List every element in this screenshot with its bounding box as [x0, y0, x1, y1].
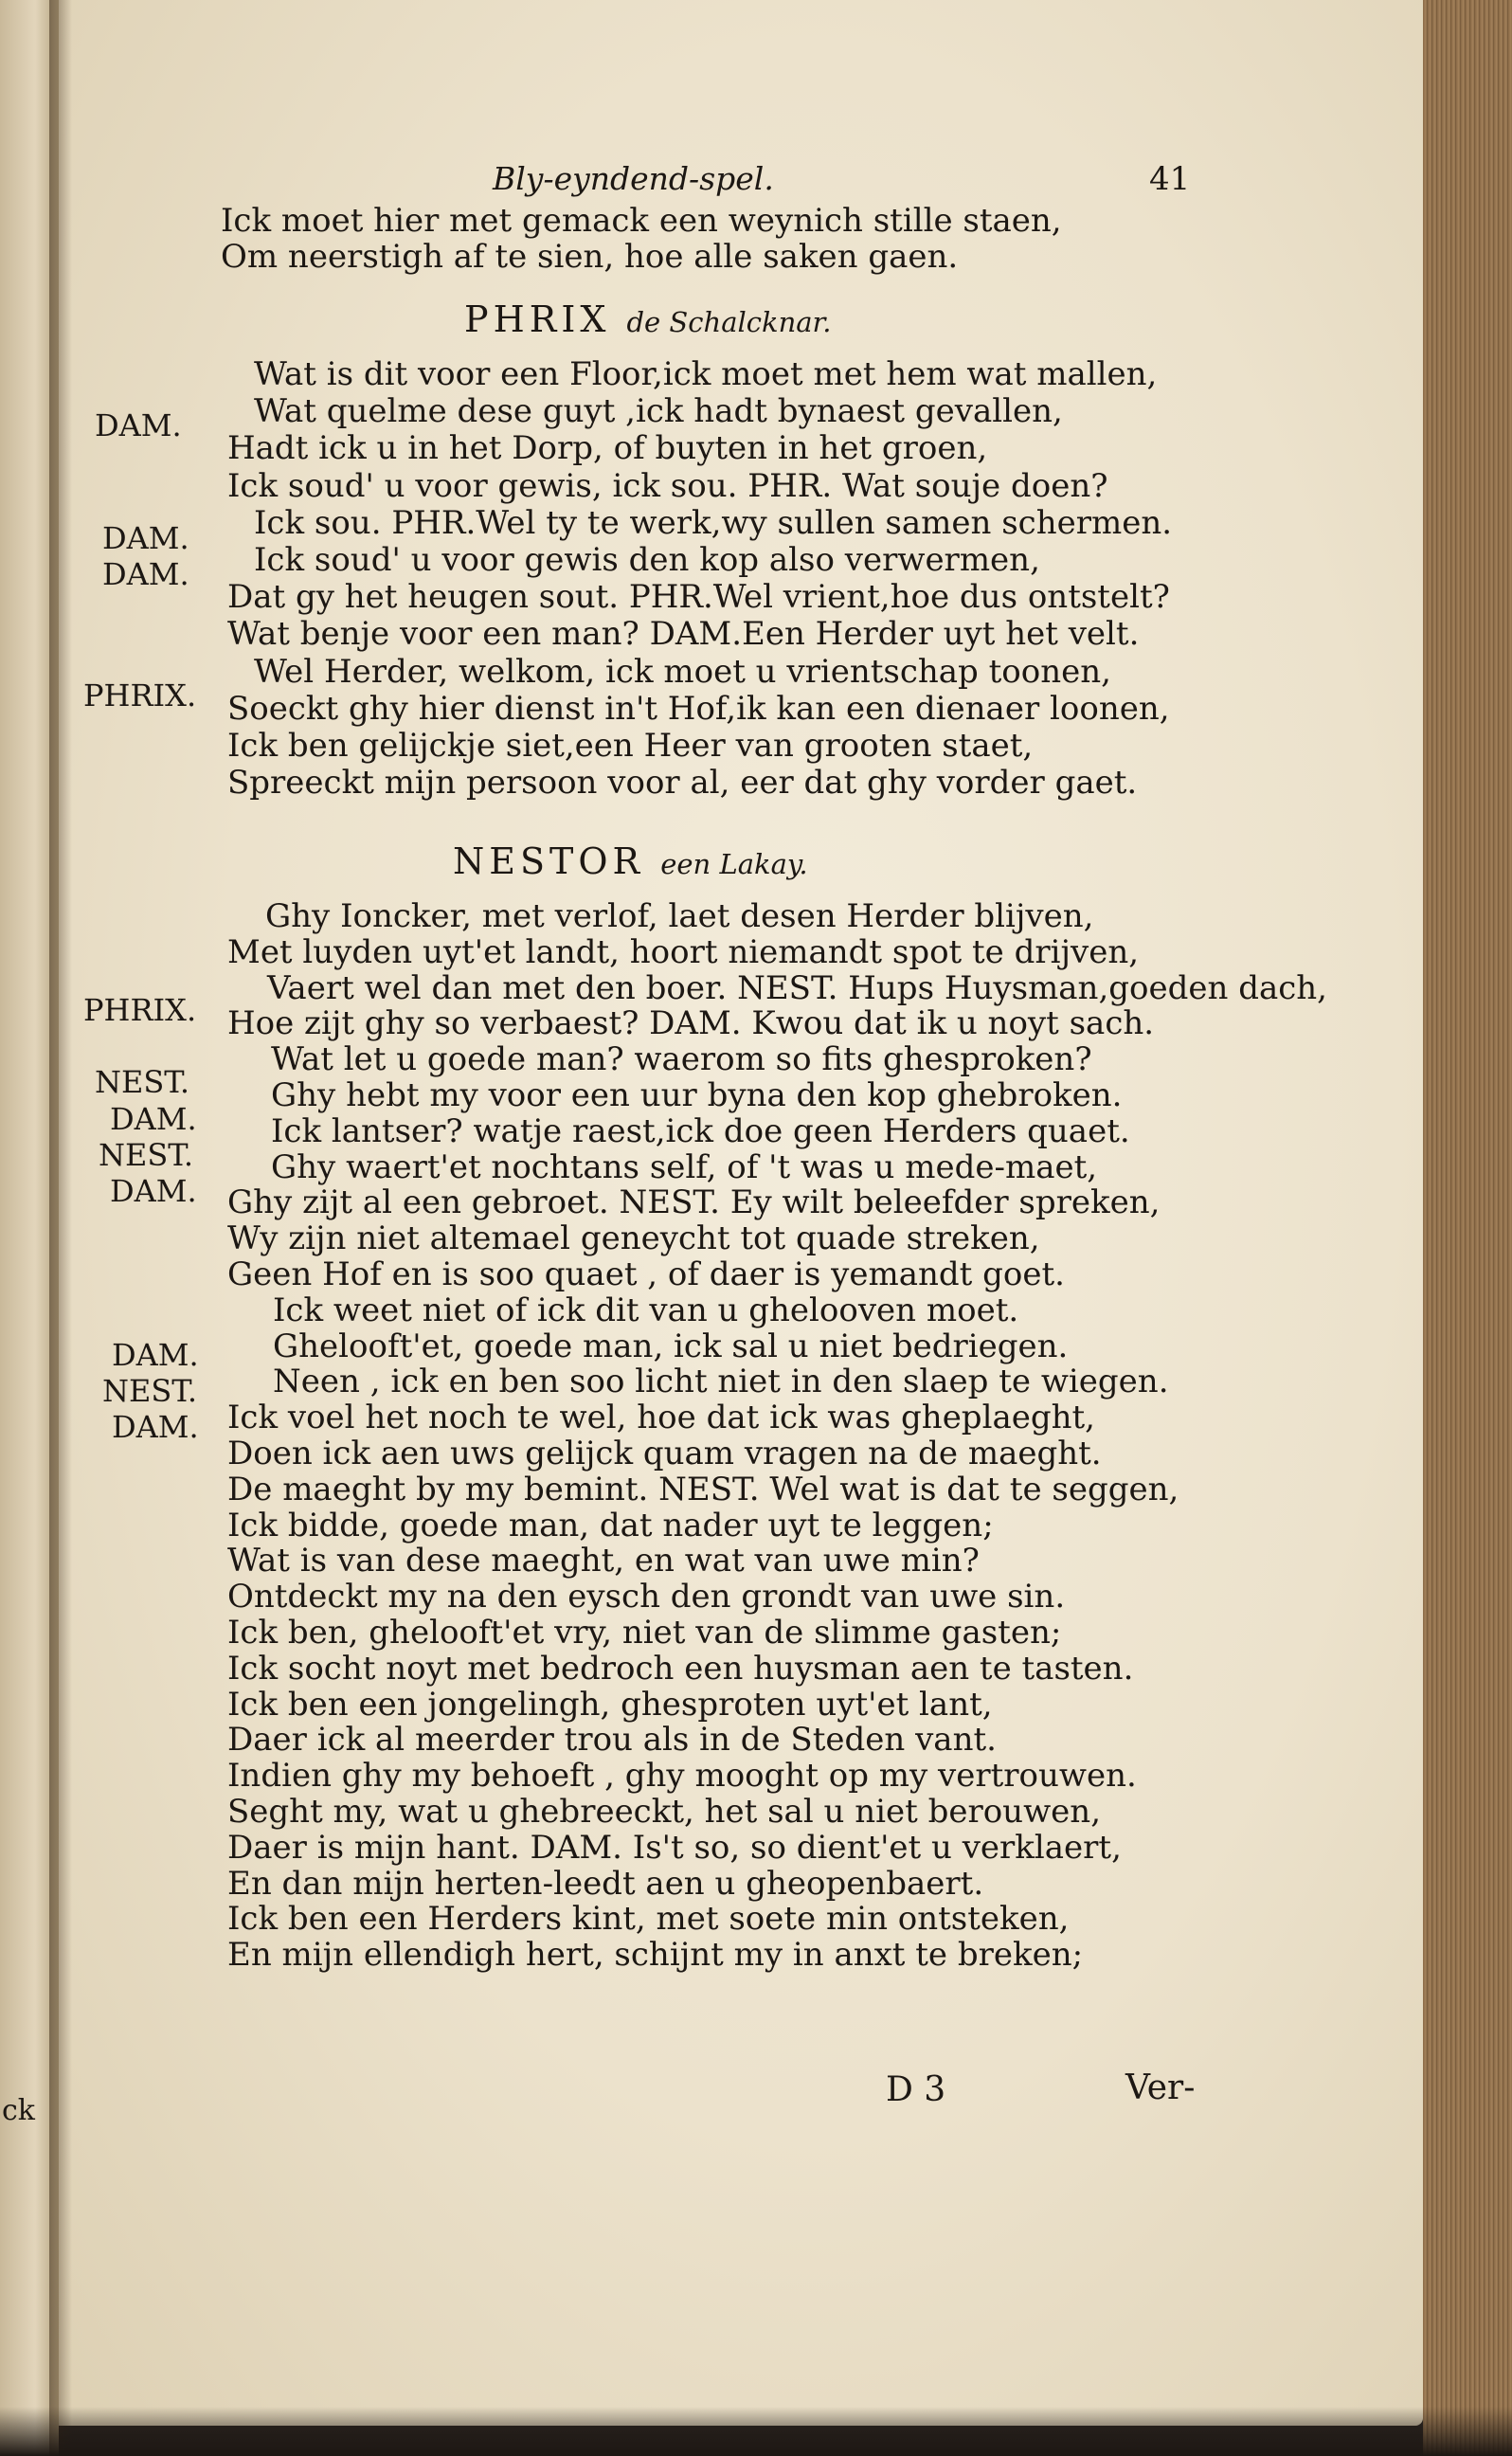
- speaker-label: DAM.: [110, 1173, 197, 1209]
- page-number: 41: [1149, 160, 1191, 198]
- verse-line: Om neerstigh af te sien, hoe alle saken gaen.: [221, 238, 959, 276]
- verse-line: Ghy waert'et nochtans self, of 't was u mede-maet,: [271, 1147, 1098, 1186]
- verse-line: Ghelooft'et, goede man, ick sal u niet bedriegen.: [273, 1327, 1069, 1365]
- speaker-label: NEST.: [102, 1373, 198, 1409]
- verse-line: Met luyden uyt'et landt, hoort niemandt spot te drijven,: [227, 932, 1140, 971]
- speaker-label: DAM.: [102, 520, 189, 556]
- verse-line: Ick bidde, goede man, dat nader uyt te leggen;: [227, 1506, 994, 1544]
- speaker-label: NEST.: [99, 1137, 194, 1173]
- verse-line: Dat gy het heugen sout. PHR.Wel vrient,hoe dus ontstelt?: [227, 578, 1170, 617]
- speaker-label: DAM.: [112, 1409, 199, 1445]
- speaker-label: PHRIX.: [83, 677, 197, 713]
- verse-line: Wat benje voor een man? DAM.Een Herder uyt het velt.: [227, 615, 1140, 654]
- verse-line: Ick ben, ghelooft'et vry, niet van de slimme gasten;: [227, 1614, 1062, 1652]
- heading-phrix: [464, 298, 832, 340]
- page-block-edge: [1423, 0, 1512, 2456]
- verse-line: Wat is dit voor een Floor,ick moet met hem wat mallen,: [254, 355, 1158, 393]
- verse-line: Wat let u goede man? waerom so fits ghesproken?: [271, 1040, 1092, 1079]
- verse-line: Ick ben een Herders kint, met soete min ontsteken,: [227, 1900, 1070, 1939]
- verse-line: Ghy zijt al een gebroet. NEST. Ey wilt beleefder spreken,: [227, 1183, 1161, 1222]
- heading-nestor: [453, 840, 808, 882]
- verse-line: Daer is mijn hant. DAM. Is't so, so dient'et u verklaert,: [227, 1828, 1122, 1867]
- verse-line: Ick voel het noch te wel, hoe dat ick was gheplaeght,: [227, 1399, 1095, 1437]
- verse-line: Ghy Ioncker, met verlof, laet desen Herder blijven,: [265, 897, 1094, 935]
- verse-line: Wat is van dese maeght, en wat van uwe min?: [227, 1542, 980, 1580]
- heading-nestor-name: NESTOR: [453, 840, 645, 882]
- catchword: Ver-: [1125, 2068, 1196, 2107]
- verse-line: Ick ben gelijckje siet,een Heer van grooten staet,: [227, 727, 1034, 765]
- verse-line: Ick ben een jongelingh, ghesproten uyt'et lant,: [227, 1685, 993, 1724]
- speaker-label: DAM.: [110, 1101, 197, 1137]
- verse-line: Wel Herder, welkom, ick moet u vrientschap toonen,: [254, 652, 1111, 691]
- verse-line: Ick weet niet of ick dit van u ghelooven moet.: [273, 1291, 1019, 1329]
- heading-phrix-role: de Schalcknar.: [626, 306, 832, 338]
- heading-phrix-name: PHRIX: [464, 298, 611, 340]
- verse-line: Daer ick al meerder trou als in de Steden vant.: [227, 1721, 997, 1760]
- verse-line: En dan mijn herten-leedt aen u gheopenbaert.: [227, 1864, 984, 1903]
- verse-line: Ick moet hier met gemack een weynich stille staen,: [221, 202, 1062, 240]
- verse-line: Hoe zijt ghy so verbaest? DAM. Kwou dat ik u noyt sach.: [227, 1004, 1155, 1043]
- verse-line: Doen ick aen uws gelijck quam vragen na de maeght.: [227, 1435, 1102, 1472]
- verse-line: Soeckt ghy hier dienst in't Hof,ik kan een dienaer loonen,: [227, 689, 1170, 728]
- verse-line: En mijn ellendigh hert, schijnt my in anxt te breken;: [227, 1936, 1084, 1975]
- speaker-label: PHRIX.: [83, 992, 197, 1028]
- verse-line: Ick sou. PHR.Wel ty te werk,wy sullen samen schermen.: [254, 503, 1173, 542]
- heading-nestor-role: een Lakay.: [660, 848, 808, 880]
- verse-line: Ick socht noyt met bedroch een huysman aen te tasten.: [227, 1649, 1134, 1688]
- speaker-label: NEST.: [95, 1064, 190, 1100]
- bottom-shadow: [0, 2407, 1512, 2456]
- facing-page-fragment: ck: [2, 2094, 35, 2127]
- verse-line: Seght my, wat u ghebreeckt, het sal u niet berouwen,: [227, 1793, 1102, 1831]
- gutter-shadow: [49, 0, 72, 2456]
- verse-line: Ontdeckt my na den eysch den grondt van uwe sin.: [227, 1578, 1066, 1616]
- verse-line: Vaert wel dan met den boer. NEST. Hups Huysman,goeden dach,: [267, 968, 1327, 1007]
- verse-line: Wat quelme dese guyt ,ick hadt bynaest gevallen,: [254, 392, 1063, 431]
- verse-line: Indien ghy my behoeft , ghy mooght op my vertrouwen.: [227, 1757, 1137, 1796]
- speaker-label: DAM.: [102, 556, 189, 592]
- verse-line: Geen Hof en is soo quaet , of daer is yemandt goet.: [227, 1255, 1065, 1293]
- speaker-label: DAM.: [95, 407, 182, 443]
- verse-line: Wy zijn niet altemael geneycht tot quade streken,: [227, 1219, 1040, 1258]
- signature-mark: D 3: [886, 2070, 946, 2109]
- verse-line: Ghy hebt my voor een uur byna den kop ghebroken.: [271, 1076, 1123, 1114]
- verse-line: Hadt ick u in het Dorp, of buyten in het groen,: [227, 429, 988, 468]
- verse-line: Neen , ick en ben soo licht niet in den slaep te wiegen.: [273, 1363, 1169, 1401]
- verse-line: Spreeckt mijn persoon voor al, eer dat ghy vorder gaet.: [227, 764, 1138, 803]
- verse-line: Ick soud' u voor gewis den kop also verwermen,: [254, 541, 1040, 579]
- verse-line: Ick soud' u voor gewis, ick sou. PHR. Wat souje doen?: [227, 466, 1108, 505]
- speaker-label: DAM.: [112, 1337, 199, 1373]
- verse-line: De maeght by my bemint. NEST. Wel wat is dat te seggen,: [227, 1470, 1179, 1508]
- verse-line: Ick lantser? watje raest,ick doe geen Herders quaet.: [271, 1111, 1130, 1150]
- running-head: Bly-eyndend-spel.: [493, 160, 774, 197]
